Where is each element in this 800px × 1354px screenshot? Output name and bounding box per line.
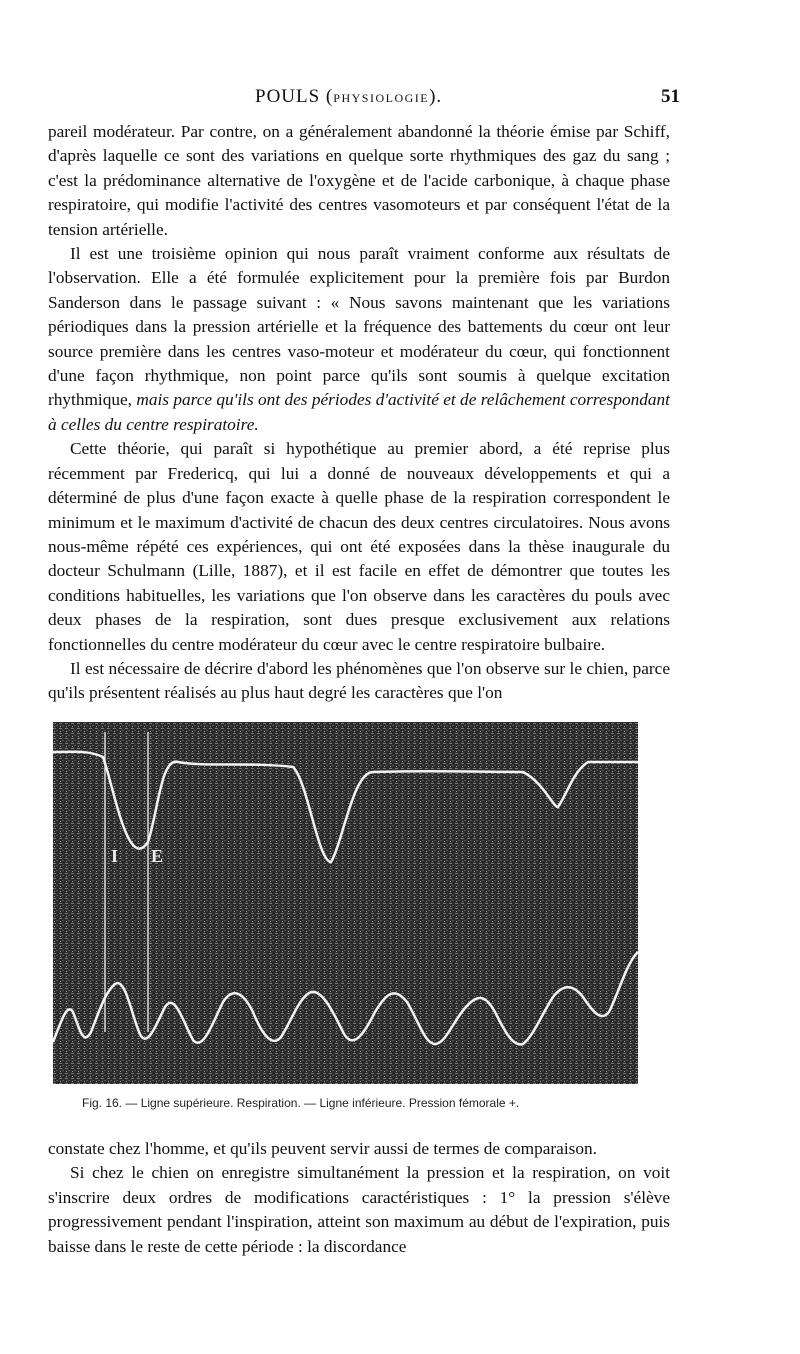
figure-caption: Fig. 16. — Ligne supérieure. Respiration. — Ligne inférieure. Pression fémorale +.: [82, 1096, 520, 1110]
running-title-end: ).: [429, 86, 443, 107]
paragraph-2-text: Il est une troisième opinion qui nous paraît vraiment conforme aux résultats de l'observation. Elle a été formulée explicitement pour la première fois par Burdon Sanderson dans le passage suivant : « Nous savons maintenant que les variations périodiques dans la pression artérielle et la fréquence des battements du cœur ont leur source première dans les centres vaso-moteur et modérateur du cœur, qui fonctionnent d'une façon rhythmique, non point parce qu'ils sont soumis à quelque excitation rhythmique,: [48, 244, 670, 410]
paragraph-1: pareil modérateur. Par contre, on a généralement abandonné la théorie émise par Schiff, d'après laquelle ce sont des variations en quelque sorte rhythmiques des gaz du sang ; c'est la prédominance alternative de l'oxygène et de l'acide carbonique, à chaque phase respiratoire, qui modifie l'activité des centres vasomoteurs et par conséquent l'état de la tension artérielle.: [48, 122, 670, 239]
label-expiration: E: [151, 846, 164, 866]
figure-16-tracing: [53, 722, 638, 1084]
running-title-main: POULS (: [255, 86, 334, 107]
running-title: [255, 86, 442, 108]
running-title-smallcaps: PHYSIOLOGIE: [333, 91, 430, 105]
paragraph-2-quote-italic: mais parce qu'ils ont des périodes d'activité et de relâchement correspondant à celles du centre respiratoire.: [48, 390, 670, 434]
label-inspiration: I: [111, 846, 119, 866]
paragraph-3: Cette théorie, qui paraît si hypothétique au premier abord, a été reprise plus récemment par Fredericq, qui lui a donné de nouveaux développements et qui a déterminé de plus d'une façon exacte à quelle phase de la respiration correspondent le minimum et le maximum d'activité de chacun des deux centres circulatoires. Nous avons nous-même répété ces expériences, qui ont été exposées dans la thèse inaugurale du docteur Schulmann (Lille, 1887), et il est facile en effet de démontrer que toutes les conditions habituelles, les variations que l'on observe dans les caractères du pouls avec deux phases de la respiration, sont dues presque exclusivement aux relations fonctionnelles du centre modérateur du cœur avec le centre respiratoire bulbaire.: [48, 439, 670, 654]
running-header: [40, 86, 680, 116]
body-text-top: [48, 120, 670, 706]
paragraph-6: Si chez le chien on enregistre simultanément la pression et la respiration, on voit s'inscrire deux ordres de modifications caractéristiques : 1° la pression s'élève progressivement pendant l'inspiration, atteint son maximum au début de l'expiration, puis baisse dans le reste de cette période : la discordance: [48, 1163, 670, 1256]
paragraph-5: constate chez l'homme, et qu'ils peuvent servir aussi de termes de comparaison.: [48, 1139, 597, 1158]
paragraph-2: [48, 242, 670, 437]
body-text-bottom: [48, 1137, 670, 1259]
tracing-svg: [53, 722, 638, 1084]
tracing-background: [53, 722, 638, 1084]
paragraph-4: Il est nécessaire de décrire d'abord les phénomènes que l'on observe sur le chien, parce qu'ils présentent réalisés au plus haut degré les caractères que l'on: [48, 658, 670, 703]
page-number: 51: [661, 86, 680, 107]
